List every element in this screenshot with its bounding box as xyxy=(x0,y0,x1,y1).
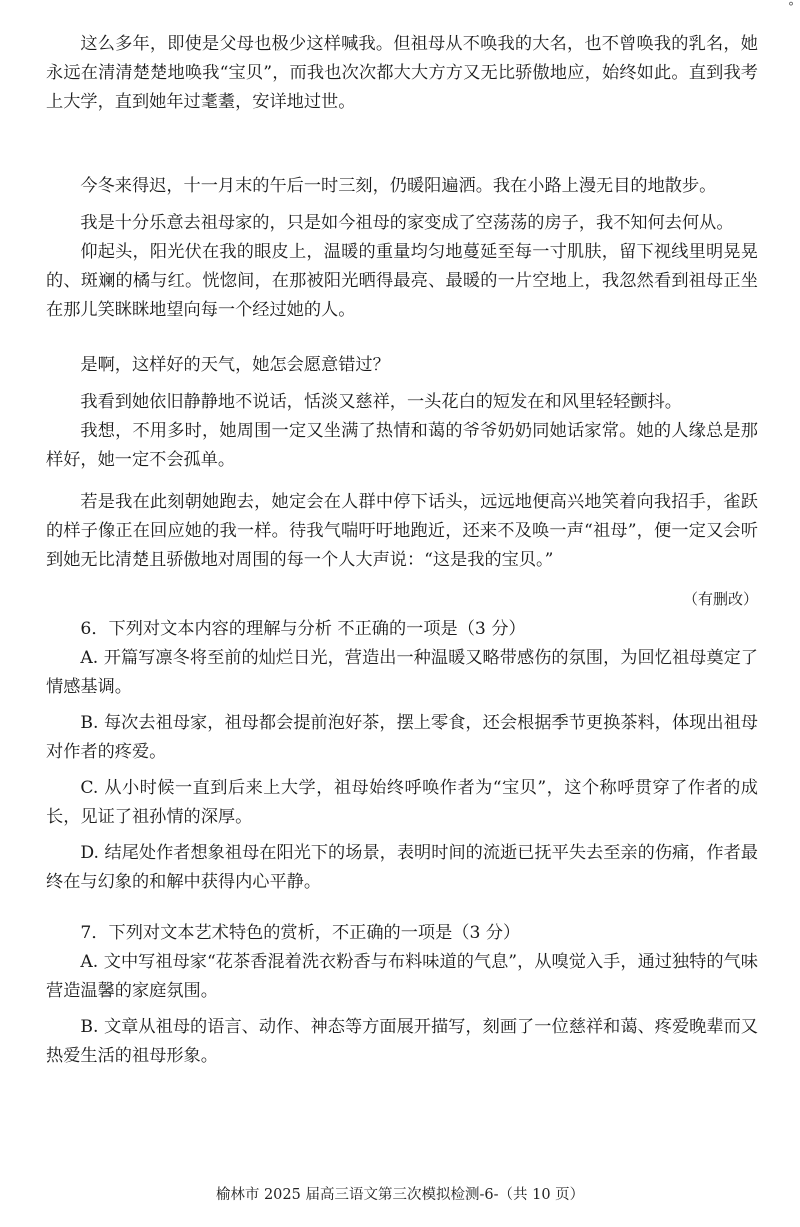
passage-paragraph-1: 这么多年，即使是父母也极少这样喊我。但祖母从不唤我的大名，也不曾唤我的乳名，她永远在清清楚楚地唤我“宝贝”，而我也次次都大大方方又无比骄傲地应，始终如此。直到我考上大学，直到她年过耄耋，安详地过世。 xyxy=(46,34,758,112)
question-7-option-a: A. 文中写祖母家“花茶香混着洗衣粉香与布料味道的气息”，从嗅觉入手，通过独特的气味营造温馨的家庭氛围。 xyxy=(46,952,758,1001)
question-7-stem: 7．下列对文本艺术特色的赏析，不正确的一项是（3 分） xyxy=(80,923,521,943)
corner-mark: ° xyxy=(788,0,794,14)
passage-paragraph-3: 我是十分乐意去祖母家的，只是如今祖母的家变成了空荡荡的房子，我不知何去何从。 xyxy=(80,213,734,233)
question-6-option-a: A. 开篇写凛冬将至前的灿烂日光，营造出一种温暖又略带感伤的氛围，为回忆祖母奠定了情感基调。 xyxy=(46,648,758,697)
question-6-option-b: B. 每次去祖母家，祖母都会提前泡好茶，摆上零食，还会根据季节更换茶料，体现出祖母对作者的疼爱。 xyxy=(46,713,758,762)
page-footer: 榆林市 2025 届高三语文第三次模拟检测-6-（共 10 页） xyxy=(215,1187,585,1203)
passage-paragraph-8: 若是我在此刻朝她跑去，她定会在人群中停下话头，远远地便高兴地笑着向我招手，雀跃的样子像正在回应她的我一样。待我气喘吁吁地跑近，还来不及唤一声“祖母”，便一定又会听到她无比清楚且骄傲地对周围的每一个人大声说：“这是我的宝贝。” xyxy=(46,492,758,570)
question-6-option-c: C. 从小时候一直到后来上大学，祖母始终呼唤作者为“宝贝”，这个称呼贯穿了作者的成长，见证了祖孙情的深厚。 xyxy=(46,778,758,827)
question-6-stem: 6．下列对文本内容的理解与分析 不正确的一项是（3 分） xyxy=(80,619,526,639)
passage-paragraph-6: 我看到她依旧静静地不说话，恬淡又慈祥，一头花白的短发在和风里轻轻颤抖。 xyxy=(80,392,682,412)
passage-paragraph-5: 是啊，这样好的天气，她怎会愿意错过？ xyxy=(80,355,390,375)
passage-paragraph-2: 今冬来得迟，十一月末的午后一时三刻，仍暖阳遍洒。我在小路上漫无目的地散步。 xyxy=(80,176,717,196)
passage-paragraph-4: 仰起头，阳光伏在我的眼皮上，温暖的重量均匀地蔓延至每一寸肌肤，留下视线里明晃晃的、斑斓的橘与红。恍惚间，在那被阳光晒得最亮、最暖的一片空地上，我忽然看到祖母正坐在那儿笑眯眯地望向每一个经过她的人。 xyxy=(46,242,758,320)
passage-paragraph-7: 我想，不用多时，她周围一定又坐满了热情和蔼的爷爷奶奶同她话家常。她的人缘总是那样好，她一定不会孤单。 xyxy=(46,421,758,470)
edit-note: （有删改） xyxy=(682,590,758,608)
question-7-option-b: B. 文章从祖母的语言、动作、神态等方面展开描写，刻画了一位慈祥和蔼、疼爱晚辈而又热爱生活的祖母形象。 xyxy=(46,1017,758,1066)
question-6-option-d: D. 结尾处作者想象祖母在阳光下的场景，表明时间的流逝已抚平失去至亲的伤痛，作者最终在与幻象的和解中获得内心平静。 xyxy=(46,843,758,892)
document-page xyxy=(46,30,758,1071)
